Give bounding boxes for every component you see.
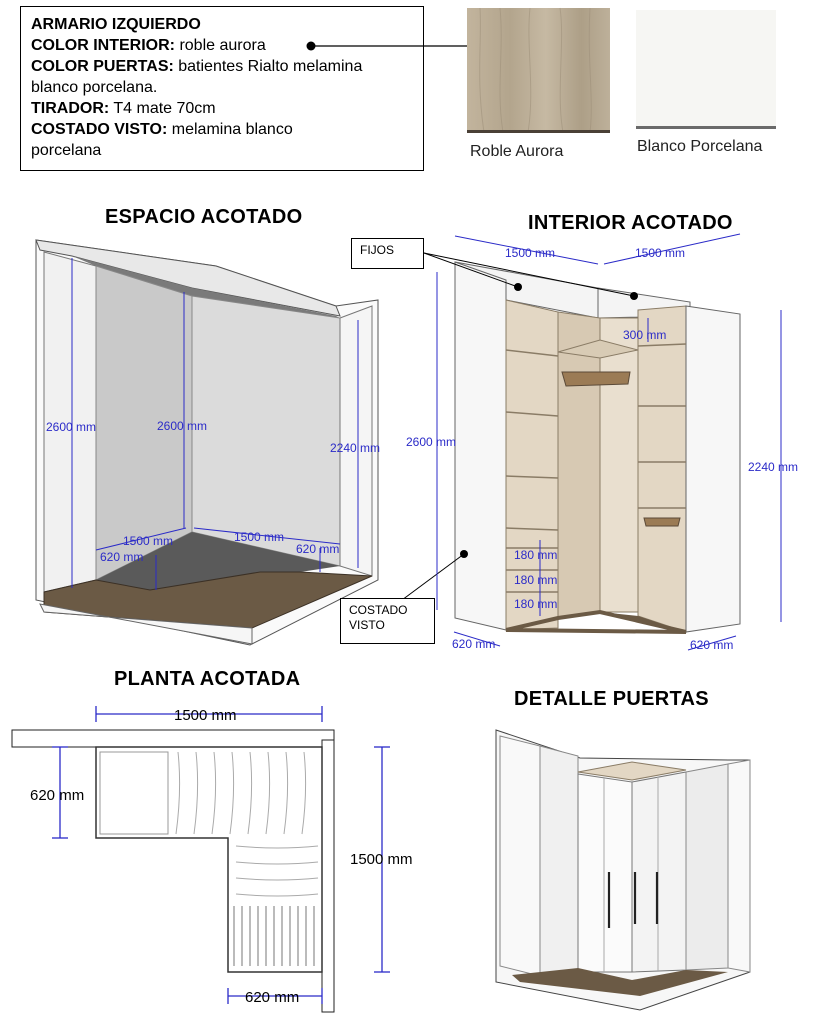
interior-shelf-depth: 300 mm: [623, 328, 667, 342]
spec-handle-value: T4 mate 70cm: [109, 100, 216, 117]
plan-dim-bottom: 620 mm: [245, 989, 300, 1006]
doors-right-side: [728, 760, 750, 972]
space-width-right: 1500 mm: [234, 530, 285, 544]
spec-side-value: melamina blanco: [167, 121, 293, 138]
plan-dim-right: 1500 mm: [350, 851, 413, 868]
spec-interior-value: roble aurora: [175, 37, 266, 54]
interior-depth-right: 620 mm: [690, 638, 734, 652]
space-depth-left: 620 mm: [100, 550, 144, 564]
interior-width-left: 1500 mm: [505, 246, 556, 260]
callout-fixed: FIJOS: [351, 238, 424, 269]
interior-depth-left: 620 mm: [452, 637, 496, 651]
doors-front-right: [632, 772, 686, 972]
callout-visible-side-line2: VISTO: [349, 618, 385, 632]
heading-space: ESPACIO ACOTADO: [105, 206, 303, 228]
interior-width-right: 1500 mm: [635, 246, 686, 260]
interior-drawer-1: 180 mm: [514, 548, 558, 562]
spec-doors-value: batientes Rialto melamina: [173, 58, 363, 75]
doors-front-left: [578, 774, 632, 972]
spec-side-value-2: porcelana: [31, 142, 102, 159]
callout-visible-side-line1: COSTADO: [349, 603, 408, 617]
space-depth-right: 620 mm: [296, 542, 340, 556]
spec-doors-label: COLOR PUERTAS:: [31, 58, 174, 75]
interior-drawer-3: 180 mm: [514, 597, 558, 611]
spec-side-label: COSTADO VISTO:: [31, 121, 168, 138]
doors-right-panel: [686, 764, 728, 970]
spec-handle-label: TIRADOR:: [31, 100, 110, 117]
plan-dim-left: 620 mm: [30, 787, 85, 804]
doors-left-side: [500, 736, 540, 976]
space-height-right: 2240 mm: [330, 441, 381, 455]
space-height-mid: 2600 mm: [157, 419, 208, 433]
interior-height-left: 2600 mm: [406, 435, 457, 449]
spec-doors-value-2: blanco porcelana.: [31, 79, 158, 96]
heading-interior: INTERIOR ACOTADO: [528, 212, 733, 234]
space-height-left: 2600 mm: [46, 420, 97, 434]
plan-dim-top: 1500 mm: [174, 707, 237, 724]
space-width-left: 1500 mm: [123, 534, 174, 548]
white-swatch-label: Blanco Porcelana: [637, 138, 763, 155]
oak-swatch-label: Roble Aurora: [470, 143, 564, 160]
doors-left-panel: [540, 746, 578, 976]
spec-interior-label: COLOR INTERIOR:: [31, 37, 175, 54]
interior-height-right: 2240 mm: [748, 460, 799, 474]
heading-plan: PLANTA ACOTADA: [114, 668, 301, 690]
spec-title: ARMARIO IZQUIERDO: [31, 16, 201, 33]
heading-doors: DETALLE PUERTAS: [514, 688, 709, 710]
interior-drawer-2: 180 mm: [514, 573, 558, 587]
